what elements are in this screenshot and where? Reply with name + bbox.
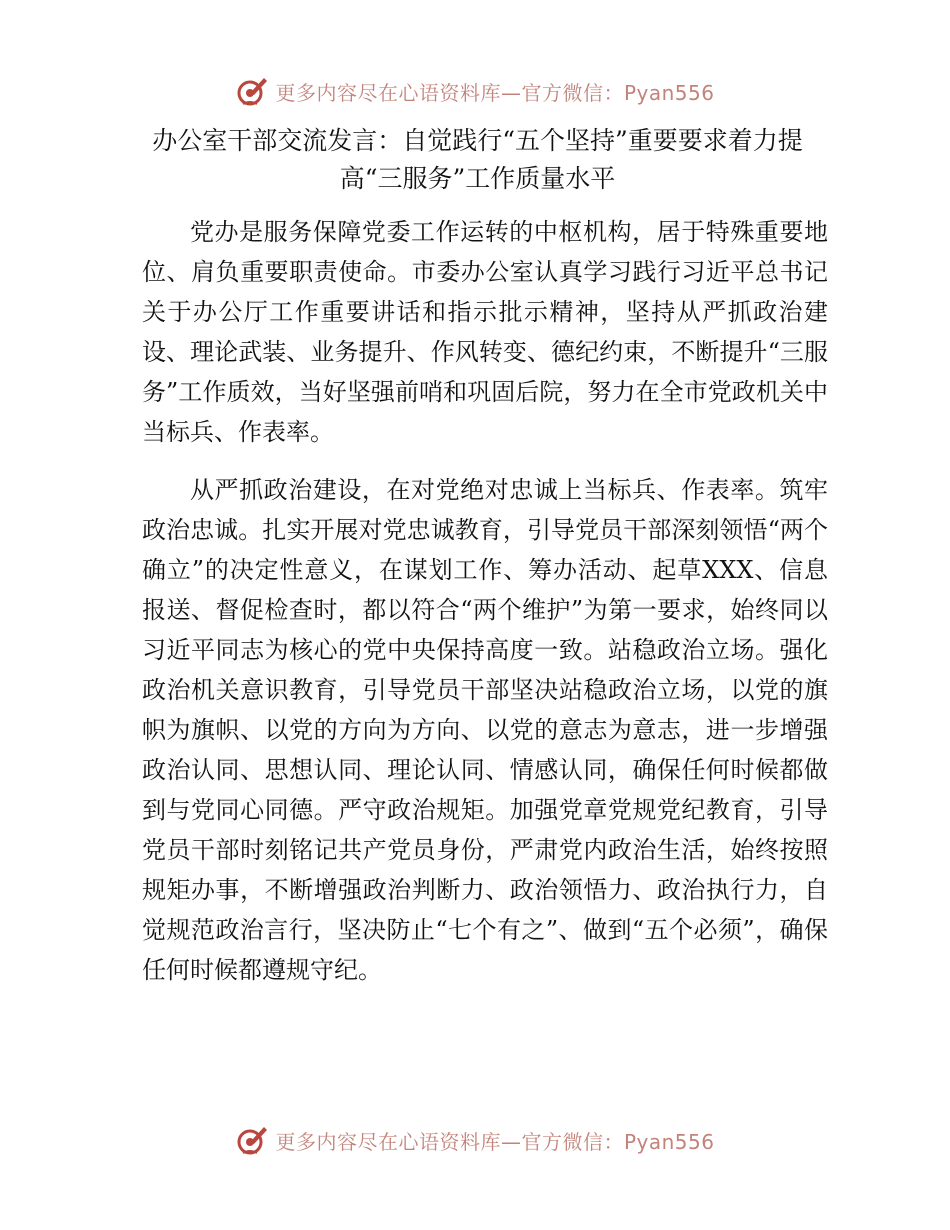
footer-banner [0, 1120, 950, 1160]
paragraph-intro: 党办是服务保障党委工作运转的中枢机构，居于特殊重要地位、肩负重要职责使命。市委办公室认真学习践行习近平总书记关于办公厅工作重要讲话和指示批示精神，坚持从严抓政治建设、理论武装、业务提升、作风转变、德纪约束，不断提升“三服务”工作质效，当好坚强前哨和巩固后院，努力在全市党政机关中当标兵、作表率。 [142, 218, 828, 446]
document-body [142, 212, 828, 1008]
document-title: 办公室干部交流发言：自觉践行“五个坚持”重要要求着力提高“三服务”工作质量水平 [152, 126, 803, 193]
pen-seal-icon [235, 74, 269, 108]
header-banner-text: 更多内容尽在心语资料库—官方微信：Pyan556 [275, 80, 715, 105]
footer-banner-text: 更多内容尽在心语资料库—官方微信：Pyan556 [275, 1129, 715, 1154]
header-banner [0, 71, 950, 111]
pen-seal-icon [235, 1123, 269, 1157]
paragraph-political-building: 从严抓政治建设，在对党绝对忠诚上当标兵、作表率。筑牢政治忠诚。扎实开展对党忠诚教育，引导党员干部深刻领悟“两个确立”的决定性意义，在谋划工作、筹办活动、起草XXX、信息报送、督促检查时，都以符合“两个维护”为第一要求，始终同以习近平同志为核心的党中央保持高度一致。站稳政治立场。强化政治机关意识教育，引导党员干部坚决站稳政治立场，以党的旗帜为旗帜、以党的方向为方向、以党的意志为意志，进一步增强政治认同、思想认同、理论认同、情感认同，确保任何时候都做到与党同心同德。严守政治规矩。加强党章党规党纪教育，引导党员干部时刻铭记共产党员身份，严肃党内政治生活，始终按照规矩办事，不断增强政治判断力、政治领悟力、政治执行力，自觉规范政治言行，坚决防止“七个有之”、做到“五个必须”，确保任何时候都遵规守纪。 [142, 476, 828, 984]
